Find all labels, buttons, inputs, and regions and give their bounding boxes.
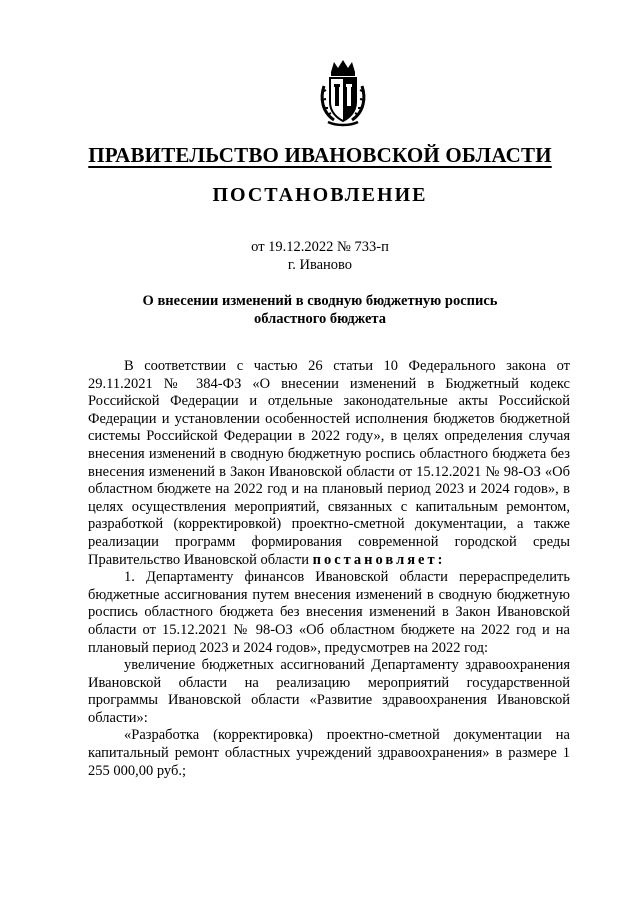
city: г. Иваново — [287, 257, 353, 273]
development-paragraph: «Разработка (корректировка) проектно-сметной документации на капитальный ремонт областных учреждений здравоохранения» в размере 1 255 000,00 руб.; — [88, 727, 570, 779]
document-subject — [0, 292, 640, 328]
decree-colon: : — [437, 551, 443, 568]
subject-line-2: областного бюджета — [254, 311, 386, 327]
date-number: от 19.12.2022 № 733-п — [251, 239, 389, 255]
document-body — [88, 358, 570, 780]
document-meta — [0, 238, 640, 274]
subject-line-1: О внесении изменений в сводную бюджетную роспись — [142, 293, 498, 309]
document-type: ПОСТАНОВЛЕНИЕ — [212, 184, 428, 206]
preamble-paragraph — [88, 358, 570, 569]
decree-word: постановляет — [312, 551, 438, 568]
organization-title: ПРАВИТЕЛЬСТВО ИВАНОВСКОЙ ОБЛАСТИ — [88, 143, 552, 167]
preamble-text: В соответствии с частью 26 статьи 10 Федерального закона от 29.11.2021 № 384-ФЗ «О внесении изменений в Бюджетный кодекс Российской Федерации и отдельные законодательные акты Российской Федерации и установлении особенностей исполнения бюджетов бюджетной системы Российской Федерации в 2022 году», в целях определения случая внесения изменений в сводную бюджетную роспись областного бюджета без внесения изменений в Закон Ивановской области от 15.12.2021 № 98-ОЗ «Об областном бюджете на 2022 год и на плановый период 2023 и 2024 годов», в целях осуществления мероприятий, связанных с капитальным ремонтом, разработкой (корректировкой) проектно-сметной документации, а также реализации программ формирования современной городской среды Правительство Ивановской области — [88, 358, 570, 568]
item-1-paragraph: 1. Департаменту финансов Ивановской области перераспределить бюджетные ассигнования путем внесения изменений в сводную бюджетную роспись областного бюджета без внесения изменений в Закон Ивановской области от 15.12.2021 № 98-ОЗ «Об областном бюджете на 2022 год и на плановый период 2023 и 2024 годов», предусмотрев на 2022 год: — [88, 569, 570, 656]
coat-of-arms-icon — [318, 58, 368, 128]
increase-paragraph: увеличение бюджетных ассигнований Департаменту здравоохранения Ивановской области на реализацию мероприятий государственной программы Ивановской области «Развитие здравоохранения Ивановской области»: — [88, 657, 570, 726]
